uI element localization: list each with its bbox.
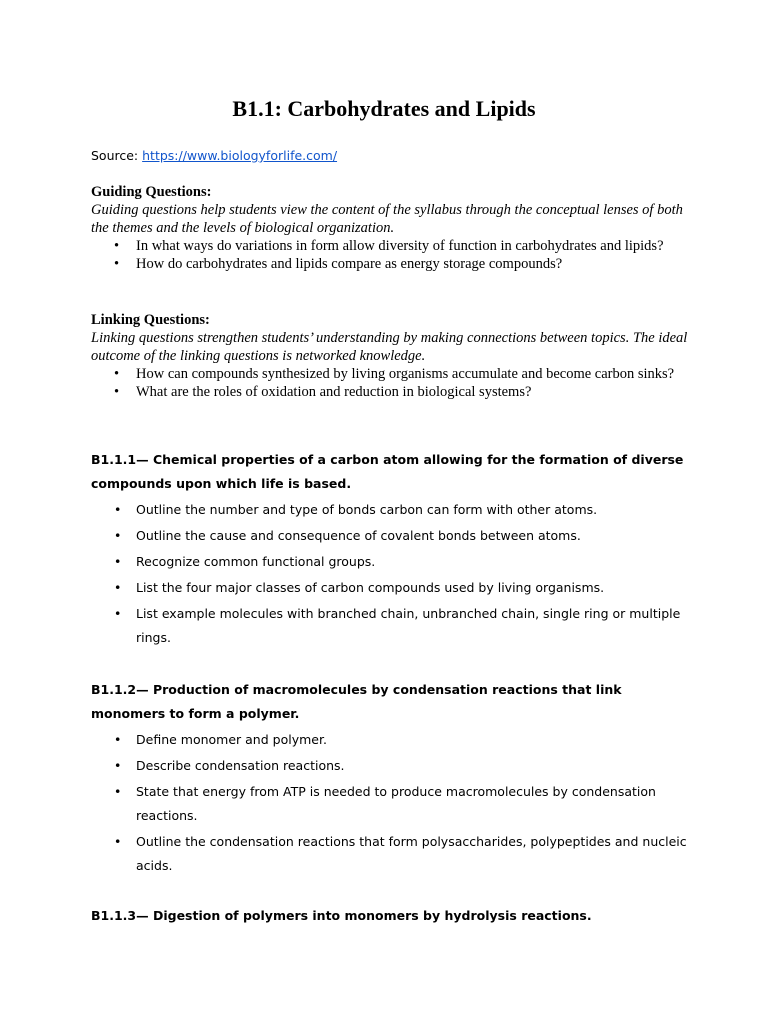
- bullet-icon: •: [114, 606, 122, 621]
- list-item: • What are the roles of oxidation and reduction in biological systems?: [114, 384, 532, 400]
- bullet-icon: •: [114, 554, 122, 569]
- section-heading: B1.1.2— Production of macromolecules by condensation reactions that link monomers to form a polymer.: [91, 682, 622, 721]
- list-item: • How do carbohydrates and lipids compare as energy storage compounds?: [114, 256, 563, 272]
- list-item: • Describe condensation reactions.: [91, 754, 691, 778]
- guiding-questions-heading: Guiding Questions:: [91, 184, 212, 200]
- bullet-icon: •: [114, 834, 122, 849]
- bullet-icon: •: [114, 580, 122, 595]
- bullet-icon: •: [114, 784, 122, 799]
- bullet-icon: •: [114, 502, 122, 517]
- bullet-icon: •: [114, 384, 120, 400]
- page-title: B1.1: Carbohydrates and Lipids: [232, 96, 536, 121]
- linking-questions-block: [91, 311, 691, 401]
- section-objectives-list: [91, 498, 691, 650]
- bullet-icon: •: [114, 256, 120, 272]
- list-item: • Outline the cause and consequence of covalent bonds between atoms.: [91, 524, 691, 548]
- source-label: Source:: [91, 148, 143, 163]
- linking-questions-heading: Linking Questions:: [91, 312, 210, 328]
- guiding-questions-description: Guiding questions help students view the content of the syllabus through the conceptual lenses of both the themes and the levels of biological organization.: [91, 202, 683, 236]
- source-link[interactable]: https://www.biologyforlife.com/: [142, 148, 338, 163]
- list-item: • In what ways do variations in form allow diversity of function in carbohydrates and lipids?: [114, 238, 664, 254]
- linking-questions-list: [91, 365, 691, 401]
- bullet-icon: •: [114, 732, 122, 747]
- guiding-questions-list: [91, 237, 691, 273]
- source-line: [91, 147, 337, 165]
- section-b1-1-1: [91, 448, 691, 652]
- list-item: • Outline the number and type of bonds carbon can form with other atoms.: [91, 498, 691, 522]
- list-item: • How can compounds synthesized by living organisms accumulate and become carbon sinks?: [114, 366, 675, 382]
- list-item: • List example molecules with branched chain, unbranched chain, single ring or multiple rings.: [91, 602, 691, 650]
- guiding-questions-block: [91, 183, 691, 273]
- bullet-icon: •: [114, 528, 122, 543]
- bullet-icon: •: [114, 758, 122, 773]
- linking-questions-description: Linking questions strengthen students’ understanding by making connections between topics. The ideal outcome of the linking questions is networked knowledge.: [91, 330, 688, 364]
- list-item: • State that energy from ATP is needed to produce macromolecules by condensation reactions.: [91, 780, 691, 828]
- bullet-icon: •: [114, 238, 120, 254]
- list-item: • List the four major classes of carbon compounds used by living organisms.: [91, 576, 691, 600]
- list-item: • Define monomer and polymer.: [91, 728, 691, 752]
- list-item: • Outline the condensation reactions that form polysaccharides, polypeptides and nucleic acids.: [91, 830, 691, 878]
- section-heading: B1.1.1— Chemical properties of a carbon atom allowing for the formation of diverse compounds upon which life is based.: [91, 452, 684, 491]
- section-heading: B1.1.3— Digestion of polymers into monomers by hydrolysis reactions.: [91, 908, 592, 923]
- bullet-icon: •: [114, 366, 120, 382]
- section-objectives-list: [91, 728, 691, 878]
- list-item: • Recognize common functional groups.: [91, 550, 691, 574]
- section-b1-1-3: [91, 904, 691, 928]
- section-b1-1-2: [91, 678, 691, 880]
